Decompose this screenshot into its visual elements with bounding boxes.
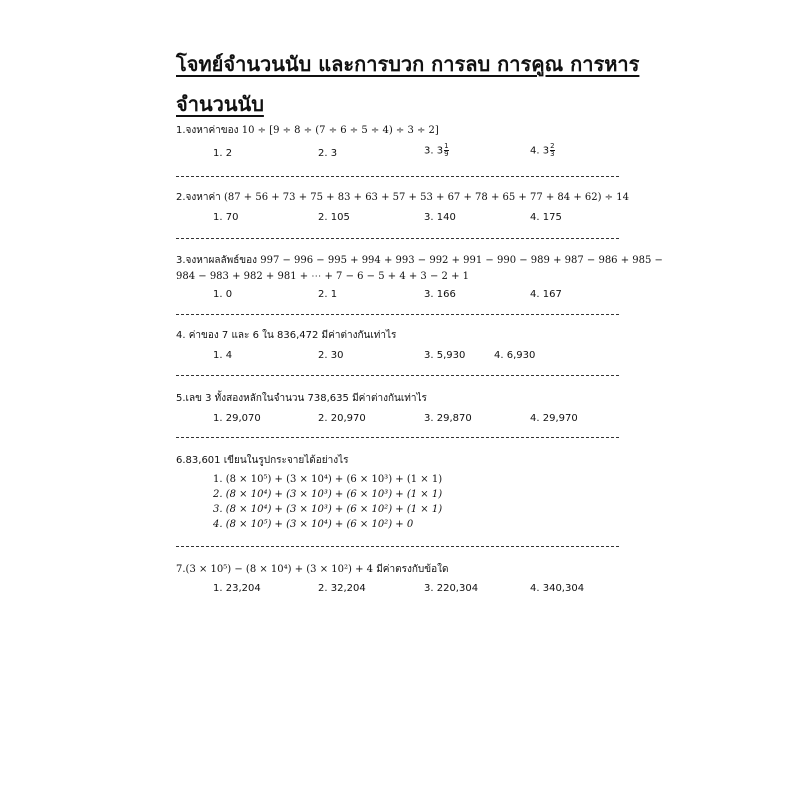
question-4-option-1[interactable]: 1. 4	[213, 350, 233, 361]
question-5-option-2[interactable]: 2. 20,970	[318, 413, 366, 424]
separator-line	[176, 314, 619, 315]
question-1-prefix: 1.จงหาค่าของ	[176, 125, 242, 136]
question-4-option-4[interactable]: 4. 6,930	[494, 350, 536, 361]
question-7	[176, 562, 448, 577]
question-2-option-1[interactable]: 1. 70	[213, 212, 239, 223]
question-3-expression-line2: 984 − 983 + 982 + 981 + ⋯ + 7 − 6 − 5 + 4 + 3 − 2 + 1	[176, 271, 469, 282]
separator-line	[176, 437, 619, 438]
question-1	[176, 123, 439, 138]
question-5: 5.เลข 3 ทั้งสองหลักในจำนวน 738,635 มีค่าต่างกันเท่าไร	[176, 393, 427, 404]
question-3-expression-line1: 997 − 996 − 995 + 994 + 993 − 992 + 991 − 990 − 989 + 987 − 986 + 985 −	[260, 255, 663, 266]
question-1-expression: 10 ÷ [9 ÷ 8 ÷ (7 ÷ 6 ÷ 5 ÷ 4) ÷ 3 ÷ 2]	[241, 125, 439, 136]
separator-line	[176, 176, 619, 177]
question-1-option-4[interactable]	[530, 143, 555, 158]
question-7-option-1[interactable]: 1. 23,204	[213, 583, 261, 594]
question-5-option-4[interactable]: 4. 29,970	[530, 413, 578, 424]
question-3-option-4[interactable]: 4. 167	[530, 289, 562, 300]
question-6-option-1[interactable]: 1. (8 × 10⁵) + (3 × 10⁴) + (6 × 10³) + (1 × 1)	[213, 474, 443, 485]
question-2-option-2[interactable]: 2. 105	[318, 212, 350, 223]
question-7-option-4[interactable]: 4. 340,304	[530, 583, 585, 594]
question-3-option-3[interactable]: 3. 166	[424, 289, 456, 300]
question-1-option-3-fraction	[444, 143, 448, 158]
question-2	[176, 190, 629, 205]
question-1-option-4-fraction	[550, 143, 554, 158]
question-6-option-4[interactable]: 4. (8 × 10⁵) + (3 × 10⁴) + (6 × 10²) + 0	[213, 519, 414, 530]
worksheet-title-line1: โจทย์จำนวนนับ และการบวก การลบ การคูณ การหาร	[176, 52, 640, 76]
question-7-suffix: มีค่าตรงกับข้อใด	[373, 564, 449, 575]
question-4-option-3[interactable]: 3. 5,930	[424, 350, 466, 361]
question-3-line-1	[176, 253, 663, 268]
separator-line	[176, 375, 619, 376]
question-1-option-2[interactable]: 2. 3	[318, 148, 338, 159]
question-1-option-4-label: 4. 3	[530, 145, 550, 157]
question-1-option-3[interactable]	[424, 143, 449, 158]
question-5-option-1[interactable]: 1. 29,070	[213, 413, 261, 424]
question-7-option-3[interactable]: 3. 220,304	[424, 583, 479, 594]
fraction-denominator: 9	[444, 150, 449, 158]
fraction-numerator: 1	[444, 142, 449, 150]
separator-line	[176, 238, 619, 239]
worksheet-title-line2: จำนวนนับ	[176, 92, 264, 116]
question-3-prefix: 3.จงหาผลลัพธ์ของ	[176, 255, 261, 266]
question-1-option-1[interactable]: 1. 2	[213, 148, 233, 159]
question-6: 6.83,601 เขียนในรูปกระจายได้อย่างไร	[176, 455, 349, 466]
question-2-expression: (87 + 56 + 73 + 75 + 83 + 63 + 57 + 53 + 67 + 78 + 65 + 77 + 84 + 62) ÷ 14	[223, 192, 629, 203]
separator-line	[176, 546, 619, 547]
question-3-option-1[interactable]: 1. 0	[213, 289, 233, 300]
question-1-option-3-label: 3. 3	[424, 145, 444, 157]
question-6-option-2[interactable]: 2. (8 × 10⁴) + (3 × 10³) + (6 × 10³) + (1 × 1)	[213, 489, 443, 500]
question-4: 4. ค่าของ 7 และ 6 ใน 836,472 มีค่าต่างกันเท่าไร	[176, 330, 397, 341]
question-5-option-3[interactable]: 3. 29,870	[424, 413, 472, 424]
question-7-option-2[interactable]: 2. 32,204	[318, 583, 366, 594]
question-4-option-2[interactable]: 2. 30	[318, 350, 344, 361]
question-2-option-4[interactable]: 4. 175	[530, 212, 562, 223]
question-2-option-3[interactable]: 3. 140	[424, 212, 456, 223]
question-3-option-2[interactable]: 2. 1	[318, 289, 338, 300]
question-6-option-3[interactable]: 3. (8 × 10⁴) + (3 × 10³) + (6 × 10²) + (1 × 1)	[213, 504, 443, 515]
question-2-prefix: 2.จงหาค่า	[176, 192, 224, 203]
question-7-expression: 7.(3 × 10⁵) − (8 × 10⁴) + (3 × 10²) + 4	[176, 564, 374, 575]
fraction-denominator: 3	[550, 150, 555, 158]
fraction-numerator: 2	[550, 142, 555, 150]
